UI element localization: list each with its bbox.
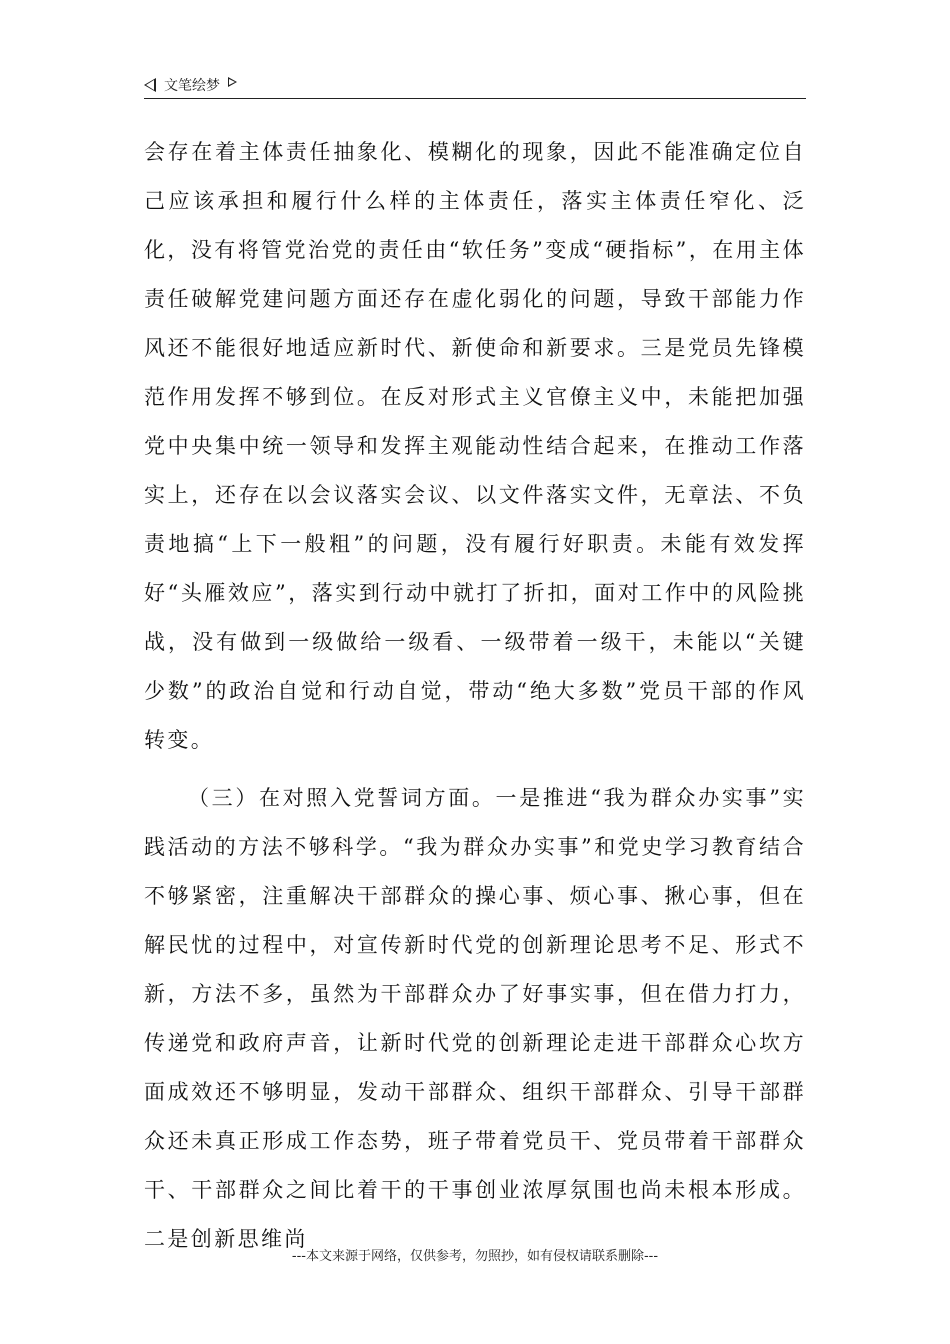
page-footer-disclaimer: ---本文来源于网络，仅供参考，勿照抄，如有侵权请联系删除--- xyxy=(291,1249,659,1264)
header-title: 文笔绘梦 xyxy=(164,78,220,94)
body-paragraph-1: 会存在着主体责任抽象化、模糊化的现象，因此不能准确定位自己应该承担和履行什么样的主体责任，落实主体责任窄化、泛化，没有将管党治党的责任由“软任务”变成“硬指标”，在用主体责任破解党建问题方面还存在虚化弱化的问题，导致干部能力作风还不能很好地适应新时代、新使命和新要求。三是党员先锋模范作用发挥不够到位。在反对形式主义官僚主义中，未能把加强党中央集中统一领导和发挥主观能动性结合起来，在推动工作落实上，还存在以会议落实会议、以文件落实文件，无章法、不负责地搞“上下一般粗”的问题，没有履行好职责。未能有效发挥好“头雁效应”，落实到行动中就打了折扣，面对工作中的风险挑战，没有做到一级做给一级看、一级带着一级干，未能以“关键少数”的政治自觉和行动自觉，带动“绝大多数”党员干部的作风转变。 xyxy=(144,140,806,752)
document-body xyxy=(144,128,806,1264)
page-header xyxy=(144,74,806,99)
left-triangle-icon xyxy=(144,78,156,92)
body-paragraph-2: （三）在对照入党誓词方面。一是推进“我为群众办实事”实践活动的方法不够科学。“我为群众办实事”和党史学习教育结合不够紧密，注重解决干部群众的操心事、烦心事、揪心事，但在解民忧的过程中，对宣传新时代党的创新理论思考不足、形式不新，方法不多，虽然为干部群众办了好事实事，但在借力打力，传递党和政府声音，让新时代党的创新理论走进干部群众心坎方面成效还不够明显，发动干部群众、组织干部群众、引导干部群众还未真正形成工作态势，班子带着党员干、党员带着干部群众干、干部群众之间比着干的干事创业浓厚氛围也尚未根本形成。二是创新思维尚 xyxy=(144,786,806,1251)
right-triangle-icon xyxy=(228,77,237,87)
header-brand xyxy=(144,74,237,96)
